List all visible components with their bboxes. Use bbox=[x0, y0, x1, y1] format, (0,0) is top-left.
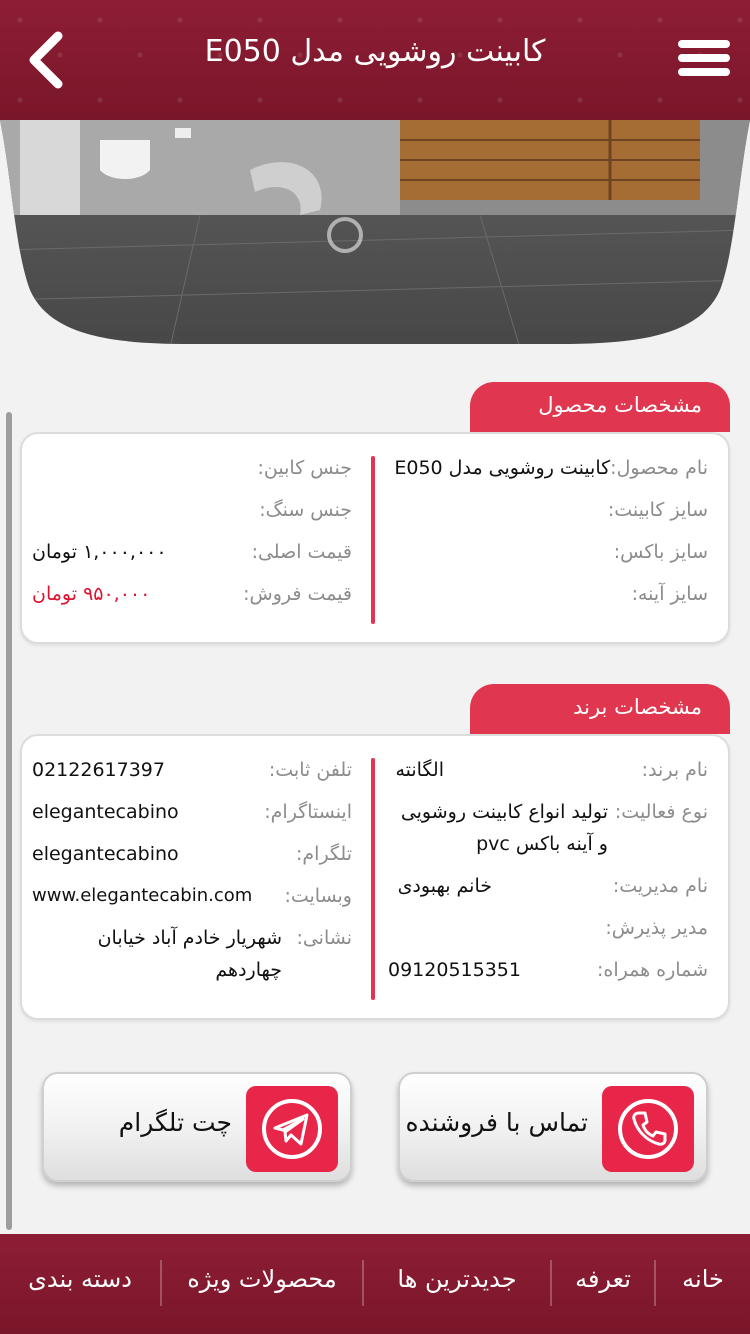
cabinet-size-row bbox=[388, 494, 708, 526]
landline-label: تلفن ثابت: bbox=[268, 759, 352, 781]
mirror-size-label: سایز آینه: bbox=[631, 583, 708, 605]
brand-name-row bbox=[388, 754, 708, 786]
bottom-navigation bbox=[0, 1234, 750, 1334]
nav-separator bbox=[160, 1260, 162, 1306]
landline-value[interactable]: 02122617397 bbox=[32, 759, 165, 781]
telegram-chat-button[interactable] bbox=[42, 1072, 352, 1182]
sale-price-value: ۹۵۰,۰۰۰ تومان bbox=[32, 583, 151, 605]
stone-material-row bbox=[32, 494, 352, 526]
cabin-material-label: جنس کابین: bbox=[257, 457, 352, 479]
mobile-value[interactable]: 09120515351 bbox=[388, 959, 521, 981]
call-seller-label: تماس با فروشنده bbox=[405, 1108, 588, 1137]
mirror-size-row bbox=[388, 578, 708, 610]
activity-row bbox=[388, 796, 708, 855]
nav-separator bbox=[654, 1260, 656, 1306]
brand-name-label: نام برند: bbox=[641, 759, 708, 781]
product-hero-image bbox=[0, 120, 750, 348]
original-price-label: قیمت اصلی: bbox=[251, 541, 352, 563]
activity-value: تولید انواع کابینت روشویی و آینه باکس pvc bbox=[400, 801, 608, 855]
mobile-label: شماره همراه: bbox=[597, 959, 708, 981]
call-seller-button[interactable] bbox=[398, 1072, 708, 1182]
website-label: وبسایت: bbox=[284, 885, 352, 907]
instagram-value[interactable]: elegantecabino bbox=[32, 801, 179, 823]
telegram-icon bbox=[246, 1086, 338, 1172]
card-divider bbox=[371, 456, 375, 624]
instagram-label: اینستاگرام: bbox=[264, 801, 352, 823]
address-label: نشانی: bbox=[296, 927, 352, 949]
product-specs-card bbox=[20, 432, 730, 644]
telegram-label: تلگرام: bbox=[296, 843, 352, 865]
brand-specs-tab: مشخصات برند bbox=[470, 684, 730, 734]
nav-separator bbox=[550, 1260, 552, 1306]
cabin-material-row bbox=[32, 452, 352, 484]
nav-categories[interactable]: دسته بندی bbox=[28, 1265, 132, 1293]
mobile-row bbox=[388, 954, 708, 986]
website-row bbox=[32, 880, 352, 912]
nav-special-products[interactable]: محصولات ویژه bbox=[187, 1265, 337, 1293]
nav-newest[interactable]: جدیدترین ها bbox=[397, 1265, 517, 1293]
telegram-row bbox=[32, 838, 352, 870]
card-divider bbox=[371, 758, 375, 1000]
original-price-row bbox=[32, 536, 352, 568]
telegram-value[interactable]: elegantecabino bbox=[32, 843, 179, 865]
sale-price-row bbox=[32, 578, 352, 610]
hamburger-menu-icon[interactable] bbox=[678, 40, 730, 82]
nav-tariff[interactable]: تعرفه bbox=[575, 1265, 631, 1293]
website-value[interactable]: www.elegantecabin.com bbox=[32, 885, 253, 906]
brand-specs-card bbox=[20, 734, 730, 1020]
original-price-value: ۱,۰۰۰,۰۰۰ تومان bbox=[32, 541, 167, 563]
reception-manager-label: مدیر پذیرش: bbox=[605, 917, 708, 939]
product-name-label: نام محصول: bbox=[610, 457, 708, 479]
chevron-left-icon[interactable] bbox=[22, 30, 72, 90]
page-title: کابینت روشویی مدل E050 bbox=[204, 34, 546, 69]
nav-home[interactable]: خانه bbox=[682, 1265, 724, 1293]
nav-separator bbox=[362, 1260, 364, 1306]
stone-material-label: جنس سنگ: bbox=[259, 499, 352, 521]
telegram-chat-label: چت تلگرام bbox=[118, 1108, 232, 1137]
manager-row bbox=[388, 870, 708, 902]
box-size-label: سایز باکس: bbox=[613, 541, 708, 563]
address-row bbox=[32, 922, 352, 981]
instagram-row bbox=[32, 796, 352, 828]
scrollbar[interactable] bbox=[6, 412, 12, 1230]
brand-name-value: الگانته bbox=[395, 759, 444, 781]
sale-price-label: قیمت فروش: bbox=[243, 583, 352, 605]
cabinet-size-label: سایز کابینت: bbox=[607, 499, 708, 521]
product-name-row bbox=[388, 452, 708, 484]
landline-row bbox=[32, 754, 352, 786]
app-header bbox=[0, 0, 750, 120]
address-value: شهریار خادم آباد خیابان چهاردهم bbox=[97, 927, 282, 981]
activity-label: نوع فعالیت: bbox=[614, 801, 708, 823]
phone-icon bbox=[602, 1086, 694, 1172]
box-size-row bbox=[388, 536, 708, 568]
manager-value: خانم بهبودی bbox=[397, 875, 492, 897]
product-name-value: کابینت روشویی مدل E050 bbox=[394, 457, 611, 479]
reception-manager-row bbox=[388, 912, 708, 944]
product-specs-tab: مشخصات محصول bbox=[470, 382, 730, 432]
manager-label: نام مدیریت: bbox=[612, 875, 708, 897]
